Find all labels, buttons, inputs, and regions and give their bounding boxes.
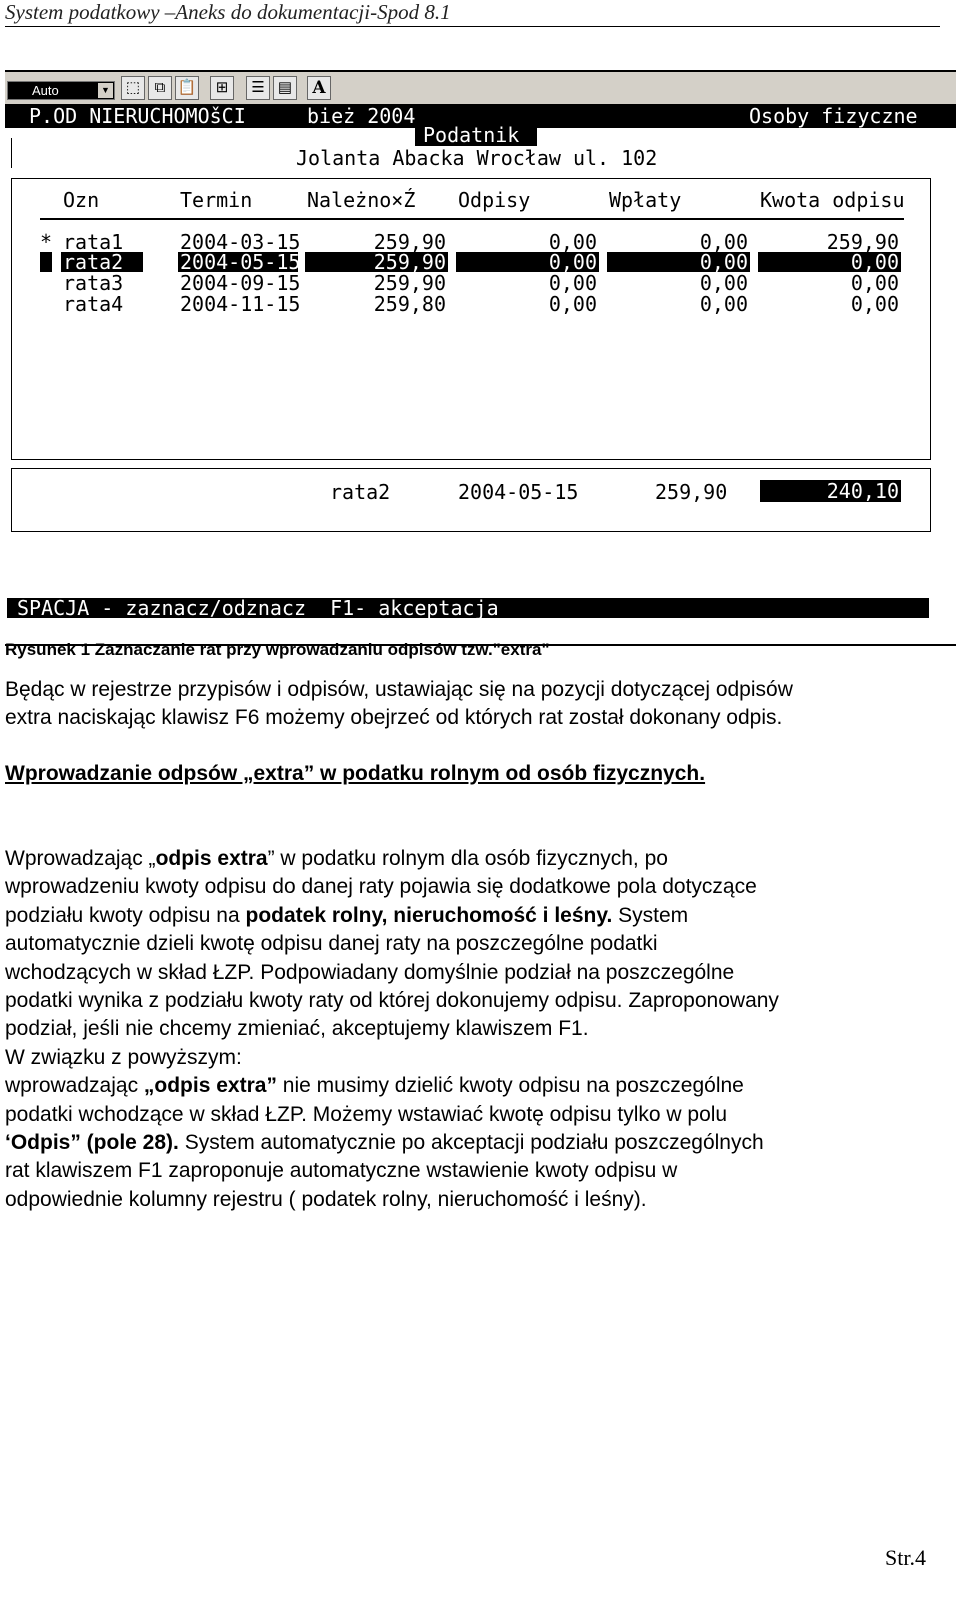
cell-ozn: rata1	[63, 230, 124, 254]
cell-wplaty: 0,00	[699, 230, 748, 254]
dos-window	[5, 104, 956, 642]
installments-table	[11, 178, 931, 460]
text-run: Wprowadzając „	[5, 847, 156, 870]
year-label: bież 2004	[307, 104, 416, 128]
text-run: ” w podatku rolnym dla osób fizycznych, po	[267, 847, 668, 870]
cell-wplaty: 0,00	[699, 250, 748, 274]
edit-naleznosc: 259,90	[655, 480, 728, 504]
background-icon[interactable]: ▤	[273, 76, 297, 100]
cell-termin: 2004-09-15	[180, 271, 301, 295]
taxpayer-type: Osoby fizyczne	[749, 104, 918, 128]
cell-odpisy: 0,00	[548, 230, 597, 254]
podatnik-label-bg	[415, 124, 537, 146]
taxpayer-name: Jolanta Abacka Wrocław ul. 102	[296, 146, 658, 170]
running-head: System podatkowy –Aneks do dokumentacji-Spod 8.1	[5, 0, 940, 27]
row-cursor	[40, 252, 52, 272]
text-run: System automatycznie po akceptacji podziału poszczególnych	[178, 1131, 764, 1155]
copy-icon[interactable]: ⧉	[148, 76, 172, 100]
cell-odpisy: 0,00	[548, 271, 597, 295]
text-line: extra naciskając klawisz F6 możemy obejrzeć od których rat został dokonany odpis.	[5, 706, 783, 730]
edit-ozn: rata2	[330, 480, 391, 504]
status-text: SPACJA - zaznacz/odznacz F1- akceptacja	[17, 596, 499, 620]
text-line: wchodzących w skład ŁZP. Podpowiadany domyślnie podział na poszczególne	[5, 960, 735, 984]
text-run-bold: podatek rolny, nieruchomość i leśny.	[245, 903, 613, 927]
chevron-down-icon[interactable]: ▼	[98, 83, 113, 98]
cell-naleznosc: 259,90	[373, 250, 446, 274]
text-line: wprowadzeniu kwoty odpisu do danej raty pojawia się dodatkowe pola dotyczące	[5, 875, 757, 899]
text-line: podatki wynika z podziału kwoty raty od której dokonujemy odpisu. Zaproponowany	[5, 989, 779, 1013]
paste-icon[interactable]: 📋	[175, 76, 199, 100]
cell-odpisy: 0,00	[548, 292, 597, 316]
cell-kwota: 0,00	[850, 271, 899, 295]
text-line	[5, 845, 779, 873]
col-odpisy: Odpisy	[458, 188, 531, 212]
dos-screenshot	[5, 70, 956, 646]
font-size-combo[interactable]	[7, 81, 115, 100]
col-termin: Termin	[180, 188, 253, 212]
text-line: W związku z powyższym:	[5, 1045, 242, 1069]
figure-caption: Rysunek 1 Zaznaczanie rat przy wprowadzaniu odpisów tzw."extra"	[5, 640, 550, 659]
text-line: automatycznie dzieli kwotę odpisu danej raty na poszczególne podatki	[5, 932, 658, 956]
text-line: podatki wchodzące w skład ŁZP. Możemy wstawiać kwotę odpisu tylko w polu	[5, 1102, 728, 1126]
text-line	[5, 1072, 779, 1100]
edit-termin: 2004-05-15	[458, 480, 579, 504]
podatnik-label: Podatnik	[423, 123, 520, 147]
col-naleznosc: Należno×Ź	[307, 188, 416, 212]
font-icon[interactable]: A	[307, 76, 331, 100]
text-run-bold: „odpis extra”	[143, 1074, 277, 1098]
text-run: nie musimy dzielić kwoty odpisu na poszczególne	[276, 1074, 744, 1098]
mark-icon[interactable]: ⬚	[121, 76, 145, 100]
cell-naleznosc: 259,80	[373, 292, 446, 316]
text-line	[5, 1129, 779, 1157]
paragraph-2	[5, 845, 779, 1214]
cell-ozn: rata4	[63, 292, 124, 316]
text-line: Będąc w rejestrze przypisów i odpisów, ustawiając się na pozycji dotyczącej odpisów	[5, 678, 793, 701]
fullscreen-icon[interactable]: ⊞	[210, 76, 234, 100]
cell-ozn: rata3	[63, 271, 124, 295]
col-ozn: Ozn	[63, 188, 100, 212]
module-title: P.OD NIERUCHOMOšCI	[29, 104, 246, 128]
text-run-bold: odpis extra	[155, 847, 268, 870]
text-line: rat klawiszem F1 zaproponuje automatyczne wstawienie kwoty odpisu w	[5, 1159, 678, 1183]
row-mark: *	[40, 230, 53, 254]
cell-termin: 2004-11-15	[180, 292, 301, 316]
status-bar	[7, 598, 929, 618]
header-rule	[40, 218, 904, 220]
page-number: Str.4	[885, 1545, 926, 1570]
combo-value: Auto	[32, 83, 59, 98]
col-wplaty: Wpłaty	[609, 188, 682, 212]
text-run: wprowadzając	[5, 1074, 144, 1098]
text-line	[5, 902, 779, 930]
text-run: System	[612, 903, 689, 927]
text-run-bold: ‘Odpis” (pole 28).	[5, 1131, 179, 1155]
cell-odpisy: 0,00	[548, 250, 597, 274]
edit-kwota-value: 240,10	[826, 479, 899, 503]
section-heading: Wprowadzanie odpsów „extra” w podatku rolnym od osób fizycznych.	[5, 762, 706, 785]
paragraph-1	[5, 676, 793, 733]
edit-kwota-field[interactable]	[760, 480, 901, 502]
cell-wplaty: 0,00	[699, 271, 748, 295]
col-kwota: Kwota odpisu	[760, 188, 905, 212]
cell-naleznosc: 259,90	[373, 271, 446, 295]
cell-kwota: 0,00	[850, 292, 899, 316]
cell-wplaty: 0,00	[699, 292, 748, 316]
properties-icon[interactable]: ☰	[246, 76, 270, 100]
cell-kwota: 0,00	[850, 250, 899, 274]
cell-kwota: 259,90	[826, 230, 899, 254]
cell-termin: 2004-05-15	[180, 250, 301, 274]
cell-naleznosc: 259,90	[373, 230, 446, 254]
text-line: odpowiednie kolumny rejestru ( podatek rolny, nieruchomość i leśny).	[5, 1187, 647, 1211]
cell-termin: 2004-03-15	[180, 230, 301, 254]
cell-ozn: rata2	[63, 250, 124, 274]
text-run: podziału kwoty odpisu na	[5, 903, 246, 927]
text-line: podział, jeśli nie chcemy zmieniać, akceptujemy klawiszem F1.	[5, 1017, 589, 1041]
toolbar	[5, 72, 956, 104]
